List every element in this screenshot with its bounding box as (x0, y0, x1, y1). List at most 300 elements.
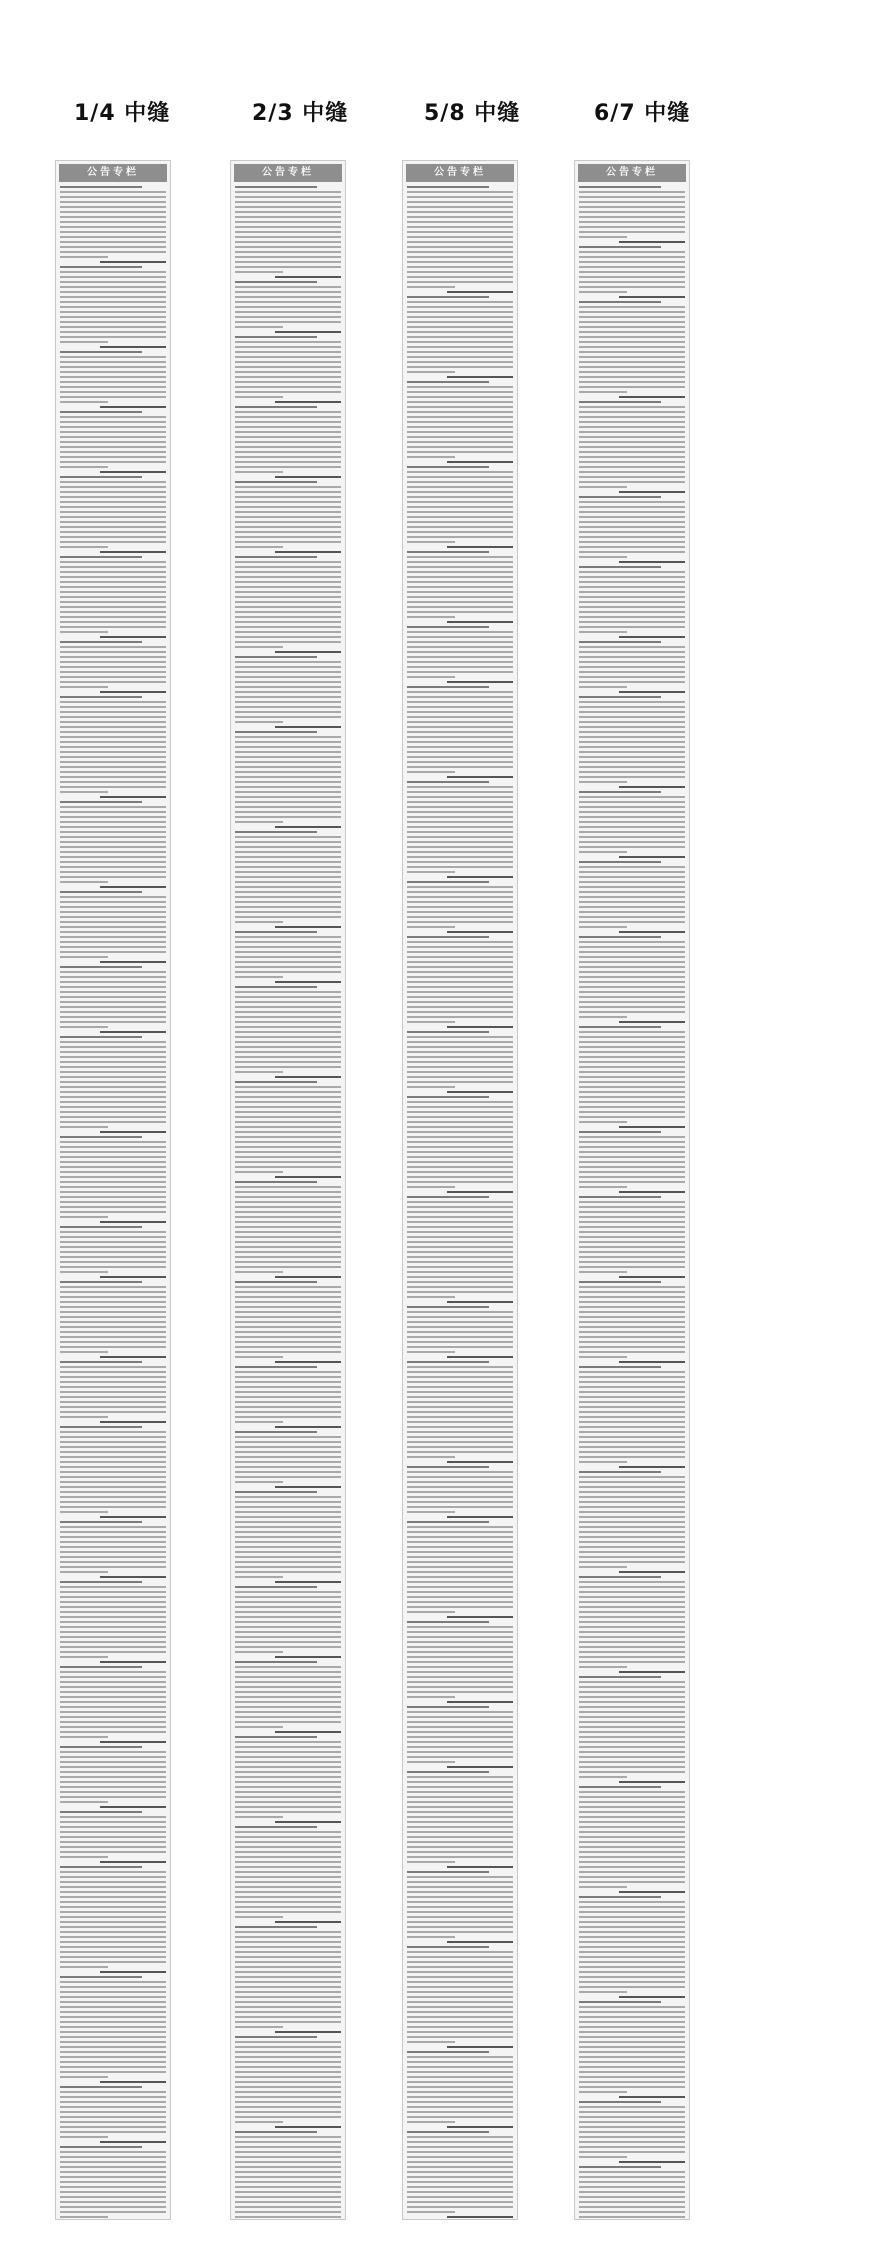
notice-text-line (60, 191, 166, 193)
notice-text-line (235, 1546, 341, 1548)
notice-text-line (579, 2191, 685, 2193)
notice-text-line (235, 536, 341, 538)
notice-text-line (407, 2016, 513, 2018)
notice-text-line (407, 2026, 513, 2028)
notice-text-line (407, 1726, 513, 1728)
notice-text-line (579, 1556, 685, 1558)
notice-text-line (579, 1351, 685, 1353)
notice-text-line (579, 1241, 685, 1243)
notice-text-line (579, 251, 685, 253)
notice-text-line (579, 1066, 685, 1068)
notice-text-line (235, 851, 341, 853)
notice-issuer-line (100, 406, 166, 408)
notice-text-line (235, 1781, 341, 1783)
notice-text-line (407, 466, 489, 468)
notice-text-line (60, 2076, 108, 2078)
notice-text-line (579, 546, 685, 548)
notice-text-line (407, 806, 513, 808)
notice-issuer-line (275, 331, 341, 333)
notice-text-line (60, 246, 166, 248)
notice-text-line (235, 1691, 341, 1693)
notice-text-line (60, 566, 166, 568)
notice-text-line (579, 1041, 685, 1043)
notice-text-line (407, 611, 513, 613)
notice-text-line (60, 341, 108, 343)
notice-text-line (407, 286, 455, 288)
notice-text-line (407, 1421, 513, 1423)
notice-text-line (579, 1971, 685, 1973)
notice-text-line (407, 1366, 513, 1368)
notice-text-line (60, 1816, 166, 1818)
notice-text-line (235, 1136, 341, 1138)
notice-text-line (60, 1411, 166, 1413)
notice-text-line (579, 1391, 685, 1393)
notice-text-line (407, 391, 513, 393)
notice-text-line (407, 1381, 513, 1383)
notice-text-line (60, 361, 166, 363)
notice-text-line (579, 1646, 685, 1648)
notice-text-line (407, 2031, 513, 2033)
notice-text-line (60, 2126, 166, 2128)
notice-text-line (60, 1346, 166, 1348)
notice-text-line (60, 2131, 166, 2133)
notice-text-line (579, 466, 685, 468)
notice-text-line (579, 1506, 685, 1508)
notice-text-line (407, 1096, 489, 1098)
notice-issuer-line (619, 636, 685, 638)
notice-text-line (407, 2166, 513, 2168)
notice-text-line (60, 221, 166, 223)
notice-text-line (235, 2196, 341, 2198)
notice-text-line (235, 1986, 341, 1988)
notice-text-line (235, 781, 341, 783)
notice-text-line (579, 1096, 685, 1098)
notice-text-line (235, 1051, 341, 1053)
notice-text-line (60, 1781, 166, 1783)
notice-text-line (407, 2186, 513, 2188)
notice-text-line (235, 311, 341, 313)
notice-text-line (60, 426, 166, 428)
notice-text-line (60, 1911, 166, 1913)
notice-text-line (407, 1626, 513, 1628)
notice-text-line (60, 1181, 166, 1183)
notice-text-line (235, 1461, 341, 1463)
notice-text-line (235, 561, 341, 563)
notice-text-line (579, 1586, 685, 1588)
notice-text-line (60, 386, 166, 388)
notice-text-line (579, 1711, 685, 1713)
notice-issuer-line (619, 1276, 685, 1278)
notice-text-line (235, 1196, 341, 1198)
notice-text-line (407, 696, 513, 698)
notice-text-line (407, 911, 513, 913)
notice-text-line (60, 1936, 166, 1938)
notice-text-line (60, 1176, 166, 1178)
notice-text-line (407, 1001, 513, 1003)
notice-text-line (579, 431, 685, 433)
notice-text-line (235, 976, 283, 978)
notice-text-line (579, 626, 685, 628)
notice-text-line (60, 781, 166, 783)
notice-text-line (407, 866, 513, 868)
notice-text-line (407, 1561, 513, 1563)
notice-text-line (235, 1226, 341, 1228)
notice-text-line (235, 2166, 341, 2168)
notice-text-line (60, 1096, 166, 1098)
notice-text-line (407, 1696, 455, 1698)
notice-text-line (60, 1651, 166, 1653)
notice-text-line (235, 2136, 341, 2138)
notice-text-line (407, 266, 513, 268)
notice-text-line (60, 1481, 166, 1483)
notice-text-line (407, 2036, 513, 2038)
notice-text-line (60, 276, 166, 278)
notice-text-line (60, 1671, 166, 1673)
notice-text-line (235, 1081, 317, 1083)
notice-text-line (60, 576, 166, 578)
notice-text-line (407, 1961, 513, 1963)
notice-text-line (579, 416, 685, 418)
notice-text-line (235, 786, 341, 788)
notice-text-line (407, 951, 513, 953)
notice-text-line (235, 1036, 341, 1038)
notice-text-line (407, 791, 513, 793)
notice-text-line (579, 1421, 685, 1423)
notice-text-line (579, 1536, 685, 1538)
notice-text-line (579, 441, 685, 443)
notice-text-line (60, 866, 166, 868)
notice-text-line (235, 1666, 341, 1668)
notice-text-line (235, 626, 341, 628)
notice-text-line (235, 396, 283, 398)
notice-text-line (235, 1996, 341, 1998)
notice-text-line (60, 1656, 108, 1658)
notice-text-line (579, 1906, 685, 1908)
notice-text-line (579, 1431, 685, 1433)
notice-text-line (579, 556, 627, 558)
notice-issuer-line (447, 931, 513, 933)
notice-text-line (235, 1206, 341, 1208)
notice-text-line (60, 1431, 166, 1433)
notice-text-line (407, 2056, 513, 2058)
notice-text-line (407, 371, 455, 373)
notice-text-line (60, 1766, 166, 1768)
notice-text-line (235, 2181, 341, 2183)
notice-text-line (407, 1236, 513, 1238)
notice-text-line (235, 341, 341, 343)
notice-text-line (235, 806, 341, 808)
notice-text-line (407, 896, 513, 898)
notice-text-line (60, 1676, 166, 1678)
notice-text-line (407, 831, 513, 833)
notice-text-line (235, 556, 317, 558)
notice-text-line (407, 411, 513, 413)
notice-text-line (235, 1016, 341, 1018)
notice-text-line (60, 1891, 166, 1893)
notice-text-line (60, 1636, 166, 1638)
notice-text-line (579, 1811, 685, 1813)
notice-text-line (60, 1556, 166, 1558)
notice-text-line (235, 1721, 341, 1723)
notice-text-line (60, 801, 142, 803)
notice-text-line (60, 1721, 166, 1723)
notice-text-line (60, 2186, 166, 2188)
notice-text-line (235, 261, 341, 263)
notice-text-line (407, 1821, 513, 1823)
notice-text-line (235, 1061, 341, 1063)
notice-text-line (407, 501, 513, 503)
notice-text-line (579, 1366, 661, 1368)
notice-text-line (579, 1376, 685, 1378)
notice-text-line (60, 2031, 166, 2033)
notice-text-line (407, 1546, 513, 1548)
notice-issuer-line (447, 776, 513, 778)
notice-text-line (579, 641, 661, 643)
notice-text-line (407, 336, 513, 338)
notice-text-line (60, 2136, 108, 2138)
notice-text-line (407, 481, 513, 483)
notice-text-line (60, 1701, 166, 1703)
notice-text-line (579, 1181, 685, 1183)
notice-text-line (235, 1751, 341, 1753)
notice-text-line (407, 941, 513, 943)
notice-text-line (235, 1151, 341, 1153)
notice-text-line (579, 961, 685, 963)
notice-text-line (60, 1881, 166, 1883)
notice-text-line (407, 1886, 513, 1888)
notice-text-line (407, 516, 513, 518)
notice-text-line (579, 1196, 661, 1198)
notice-text-line (235, 1411, 341, 1413)
notice-text-line (579, 1451, 685, 1453)
notice-text-line (60, 786, 166, 788)
notice-text-line (235, 321, 341, 323)
notice-text-line (407, 1976, 513, 1978)
notice-text-line (579, 341, 685, 343)
notice-text-line (407, 556, 513, 558)
notice-text-line (407, 1041, 513, 1043)
notice-text-line (579, 1876, 685, 1878)
notice-text-line (235, 1641, 341, 1643)
notice-text-line (60, 571, 166, 573)
notice-text-line (407, 671, 513, 673)
notice-text-line (60, 766, 166, 768)
notice-text-line (407, 786, 513, 788)
notice-text-line (407, 476, 513, 478)
notice-text-line (60, 951, 166, 953)
notice-text-line (579, 271, 685, 273)
notice-text-line (60, 1211, 166, 1213)
notice-text-line (60, 921, 166, 923)
notice-text-line (579, 2106, 685, 2108)
notice-text-line (60, 1926, 166, 1928)
notice-text-line (235, 1466, 341, 1468)
notice-text-line (235, 2176, 341, 2178)
notice-text-line (407, 1591, 513, 1593)
notice-text-line (579, 256, 685, 258)
notice-text-line (60, 1451, 166, 1453)
notice-text-line (60, 2041, 166, 2043)
notice-text-line (60, 391, 166, 393)
notice-text-line (579, 2036, 685, 2038)
notice-text-line (579, 2066, 685, 2068)
notice-text-line (235, 1791, 341, 1793)
notice-issuer-line (619, 1571, 685, 1573)
notice-text-line (235, 696, 341, 698)
notice-text-line (407, 1046, 513, 1048)
notice-text-line (235, 436, 341, 438)
notice-text-line (407, 966, 513, 968)
notice-text-line (407, 1531, 513, 1533)
notice-text-line (579, 471, 685, 473)
notice-text-line (579, 796, 685, 798)
notice-text-line (235, 1531, 341, 1533)
notice-text-line (407, 1581, 513, 1583)
notice-text-line (235, 2056, 341, 2058)
notice-text-line (407, 926, 455, 928)
notice-text-line (407, 1261, 513, 1263)
notice-text-line (579, 1736, 685, 1738)
notice-text-line (60, 711, 166, 713)
notice-text-line (60, 986, 166, 988)
notice-text-line (60, 1501, 166, 1503)
notice-text-line (579, 1486, 685, 1488)
notice-text-line (60, 1081, 166, 1083)
notice-text-line (235, 706, 341, 708)
notice-text-line (235, 2161, 341, 2163)
notice-text-line (407, 1306, 489, 1308)
notice-text-line (579, 1801, 685, 1803)
notice-text-line (407, 2181, 513, 2183)
notice-text-line (407, 746, 513, 748)
notice-text-line (235, 386, 341, 388)
notice-issuer-line (619, 1996, 685, 1998)
notice-text-line (60, 1271, 108, 1273)
notice-text-line (407, 1716, 513, 1718)
notice-text-line (579, 1816, 685, 1818)
notice-text-line (579, 1236, 685, 1238)
notice-text-line (407, 1361, 489, 1363)
notice-text-line (235, 1616, 341, 1618)
notice-text-line (60, 1996, 166, 1998)
notice-issuer-line (447, 2126, 513, 2128)
notice-text-line (60, 411, 142, 413)
notice-text-line (235, 1216, 341, 1218)
notice-text-line (235, 751, 341, 753)
notice-text-line (235, 1326, 341, 1328)
notice-text-line (579, 2111, 685, 2113)
notice-text-line (407, 841, 513, 843)
notice-text-line (60, 531, 166, 533)
notice-text-line (407, 206, 513, 208)
notice-text-line (60, 836, 166, 838)
notice-text-line (235, 831, 317, 833)
notice-text-line (235, 471, 283, 473)
notice-text-line (235, 241, 341, 243)
notice-text-line (60, 1291, 166, 1293)
notice-issuer-line (619, 1671, 685, 1673)
notice-text-line (579, 716, 685, 718)
notice-text-line (60, 1976, 142, 1978)
notice-text-line (579, 1216, 685, 1218)
notice-issuer-line (447, 621, 513, 623)
notice-text-line (60, 331, 166, 333)
notice-text-line (579, 551, 685, 553)
notice-text-line (407, 916, 513, 918)
notice-text-line (60, 2211, 166, 2213)
notice-text-line (60, 1726, 166, 1728)
notice-text-line (235, 421, 341, 423)
notice-text-line (579, 1991, 627, 1993)
notice-text-line (60, 641, 142, 643)
notice-issuer-line (447, 1766, 513, 1768)
notice-text-line (579, 761, 685, 763)
notice-text-line (60, 1681, 166, 1683)
notice-text-line (579, 1071, 685, 1073)
notice-text-line (235, 266, 341, 268)
notice-text-line (235, 996, 341, 998)
notice-text-line (407, 1076, 513, 1078)
notice-text-line (579, 1641, 685, 1643)
notice-text-line (579, 1596, 685, 1598)
notice-text-line (60, 1591, 166, 1593)
notice-text-line (407, 1481, 513, 1483)
notice-text-line (407, 1256, 513, 1258)
notice-text-line (235, 1586, 317, 1588)
notice-text-line (60, 761, 166, 763)
notice-issuer-line (619, 296, 685, 298)
notice-text-line (60, 336, 166, 338)
notice-text-line (235, 2101, 341, 2103)
notice-text-line (60, 1471, 166, 1473)
notice-issuer-line (619, 1781, 685, 1783)
notice-text-line (407, 751, 513, 753)
notice-text-line (60, 1056, 166, 1058)
notice-text-line (407, 2041, 455, 2043)
notice-text-line (407, 366, 513, 368)
notice-text-line (579, 266, 685, 268)
notice-text-line (407, 2171, 513, 2173)
notice-text-line (407, 1021, 455, 1023)
notice-text-line (60, 1456, 166, 1458)
notice-text-line (579, 2171, 685, 2173)
notice-text-line (407, 1406, 513, 1408)
notice-text-line (407, 1751, 513, 1753)
notice-text-line (60, 1416, 108, 1418)
notice-text-line (235, 1166, 341, 1168)
notice-text-line (60, 901, 166, 903)
notice-text-line (407, 1221, 513, 1223)
notice-text-line (579, 696, 661, 698)
notice-text-line (579, 946, 685, 948)
notice-text-line (235, 816, 341, 818)
notice-text-line (235, 1901, 341, 1903)
notice-text-line (407, 1451, 513, 1453)
notice-text-line (60, 1596, 166, 1598)
notice-text-line (407, 801, 513, 803)
notice-text-line (60, 1856, 108, 1858)
notice-text-line (235, 1971, 341, 1973)
notice-text-line (407, 1991, 513, 1993)
notice-text-line (579, 866, 685, 868)
notice-text-line (60, 1506, 166, 1508)
notice-text-line (235, 1441, 341, 1443)
notice-text-line (407, 1211, 513, 1213)
notice-text-line (579, 2181, 685, 2183)
notice-issuer-line (100, 1131, 166, 1133)
notice-text-line (579, 1721, 685, 1723)
notice-text-line (235, 1651, 283, 1653)
